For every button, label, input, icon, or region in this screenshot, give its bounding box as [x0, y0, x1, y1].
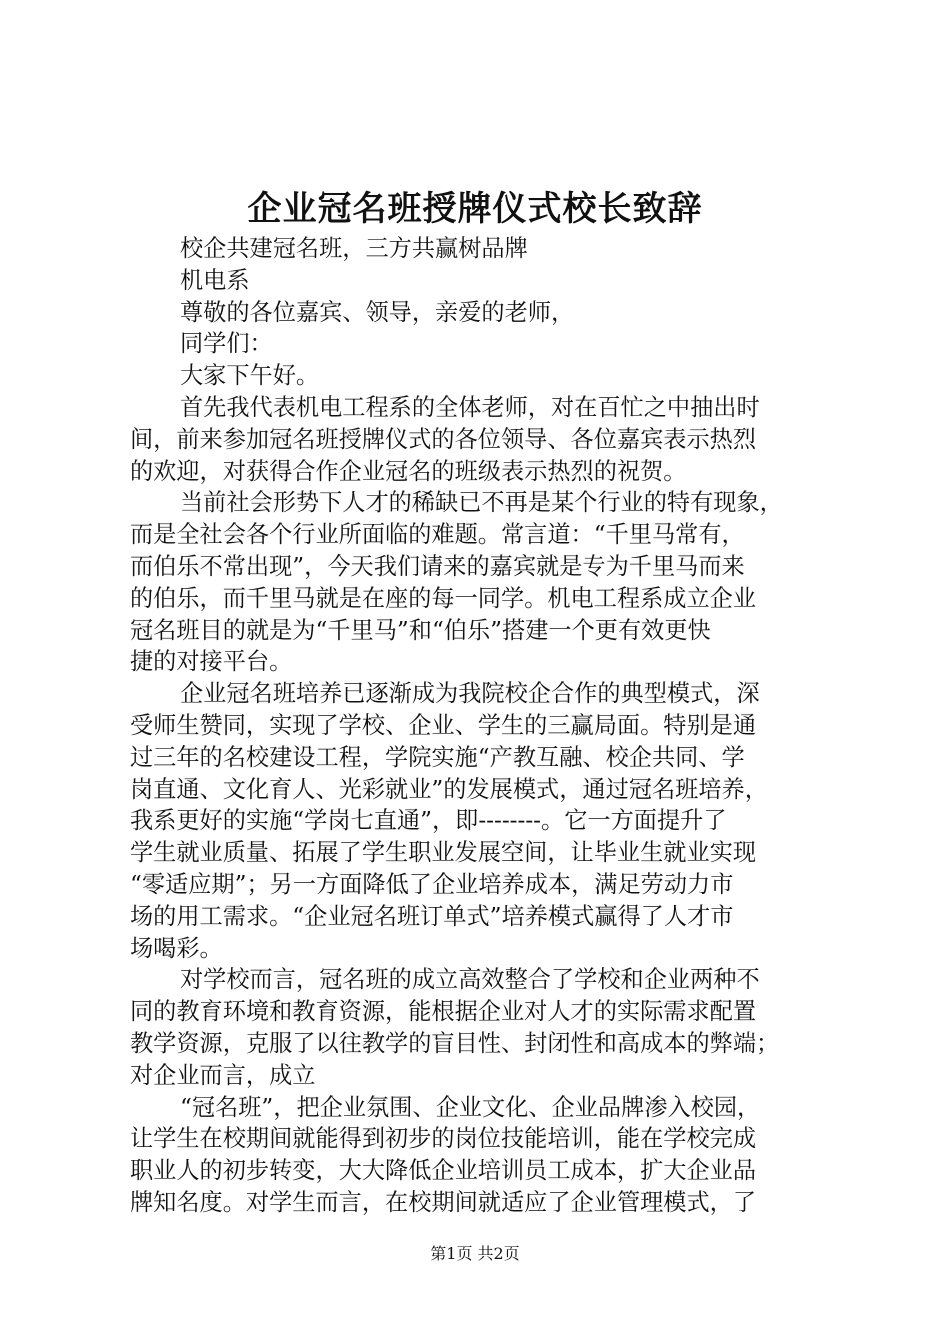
text-line: 的欢迎，对获得合作企业冠名的班级表示热烈的祝贺。: [130, 457, 687, 485]
text-line: 间，前来参加冠名班授牌仪式的各位领导、各位嘉宾表示热烈: [130, 425, 757, 453]
text-line: 职业人的初步转变，大大降低企业培训员工成本，扩大企业品: [130, 1157, 757, 1185]
text-line: 受师生赞同，实现了学校、企业、学生的三赢局面。特别是通: [130, 711, 757, 739]
text-line: 当前社会形势下人才的稀缺已不再是某个行业的特有现象，: [180, 489, 783, 517]
text-line: 冠名班目的就是为“千里马”和“伯乐”搭建一个更有效更快: [130, 616, 711, 644]
text-line: 机电系: [180, 266, 250, 294]
text-line: 尊敬的各位嘉宾、领导，亲爱的老师，: [180, 298, 575, 326]
text-line: 而是全社会各个行业所面临的难题。常言道：“千里马常有，: [130, 521, 745, 549]
document-body: [130, 233, 842, 1219]
page-title: 企业冠名班授牌仪式校长致辞: [247, 189, 703, 229]
text-line: “冠名班”，把企业氛围、企业文化、企业品牌渗入校园，: [180, 1093, 761, 1121]
text-line: 大家下午好。: [180, 362, 320, 390]
page-footer: 第1页 共2页: [430, 1244, 520, 1263]
text-line: 的伯乐，而千里马就是在座的每一同学。机电工程系成立企业: [130, 584, 757, 612]
text-line: 教学资源，克服了以往教学的盲目性、封闭性和高成本的弊端；: [130, 1029, 780, 1057]
text-line: 同的教育环境和教育资源，能根据企业对人才的实际需求配置: [130, 998, 757, 1026]
text-line: 企业冠名班培养已逐渐成为我院校企合作的典型模式，深: [180, 680, 760, 708]
text-line: 牌知名度。对学生而言，在校期间就适应了企业管理模式，了: [130, 1188, 757, 1216]
text-line: 岗直通、文化育人、光彩就业”的发展模式，通过冠名班培养，: [130, 775, 768, 803]
text-line: 让学生在校期间就能得到初步的岗位技能培训，能在学校完成: [130, 1125, 757, 1153]
text-line: 场的用工需求。“企业冠名班订单式”培养模式赢得了人才市: [130, 902, 734, 930]
text-line: 捷的对接平台。: [130, 648, 293, 676]
text-line: 同学们：: [180, 330, 273, 358]
text-line: 首先我代表机电工程系的全体老师，对在百忙之中抽出时: [180, 393, 760, 421]
text-line: “零适应期”；另一方面降低了企业培养成本，满足劳动力市: [130, 870, 734, 898]
text-line: 校企共建冠名班，三方共赢树品牌: [180, 235, 528, 262]
text-line: 场喝彩。: [130, 934, 223, 962]
text-line: 对学校而言，冠名班的成立高效整合了学校和企业两种不: [180, 966, 760, 994]
text-line: 而伯乐不常出现”，今天我们请来的嘉宾就是专为千里马而来: [130, 552, 745, 580]
text-line: 学生就业质量、拓展了学生职业发展空间，让毕业生就业实现: [130, 839, 757, 867]
text-line: 过三年的名校建设工程，学院实施“产教互融、校企共同、学: [130, 743, 745, 771]
text-line: 对企业而言，成立: [130, 1061, 316, 1089]
text-line: 我系更好的实施“学岗七直通”，即--------。它一方面提升了: [130, 807, 727, 835]
